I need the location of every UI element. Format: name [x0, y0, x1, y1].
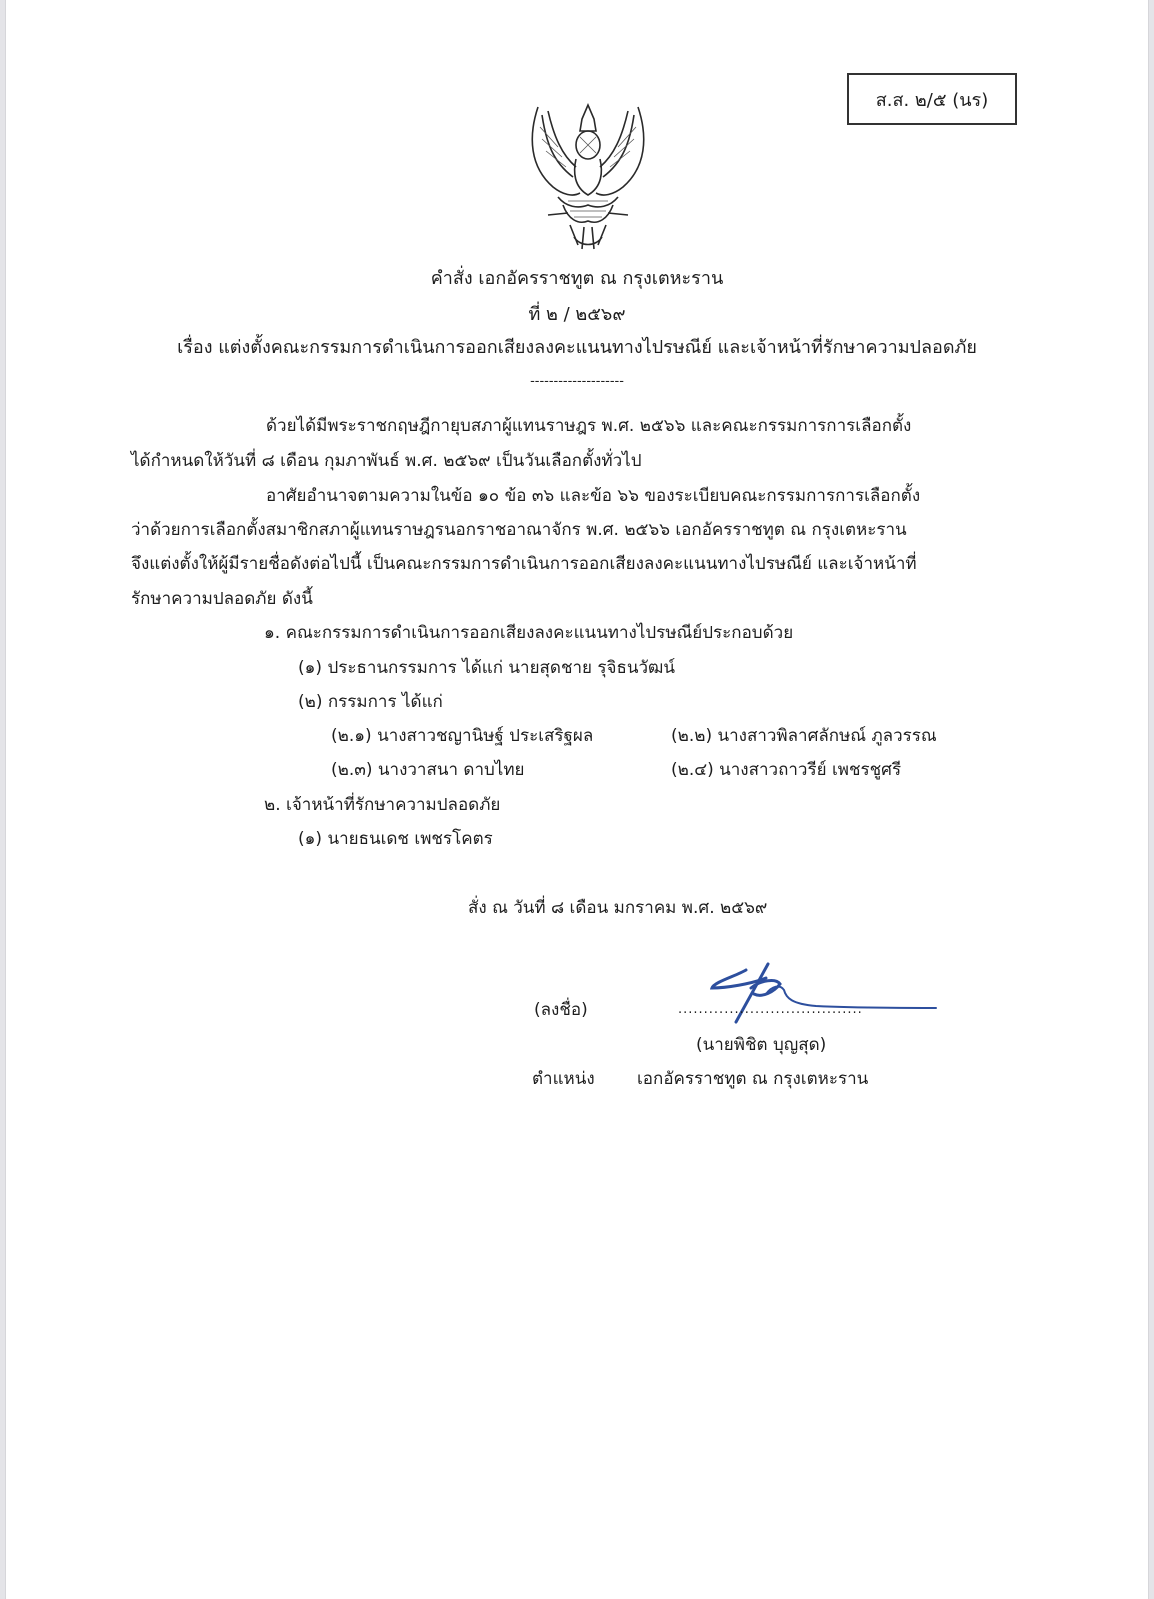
section-1-members-label: (๒) กรรมการ ได้แก่ [298, 692, 443, 712]
signature-line: .................................... [678, 1002, 863, 1017]
section-2-heading: ๒. เจ้าหน้าที่รักษาความปลอดภัย [264, 795, 501, 815]
order-title: คำสั่ง เอกอัครราชทูต ณ กรุงเตหะราน [430, 268, 724, 289]
document-page [5, 0, 1149, 1599]
member-2-3: (๒.๓) นางวาสนา ดาบไทย [331, 760, 525, 780]
order-date: สั่ง ณ วันที่ ๘ เดือน มกราคม พ.ศ. ๒๕๖๙ [468, 898, 768, 918]
sign-label: (ลงชื่อ) [534, 1000, 588, 1020]
body-paragraph-2-line-3: จึงแต่งตั้งให้ผู้มีรายชื่อดังต่อไปนี้ เป็นคณะกรรมการดำเนินการออกเสียงลงคะแนนทางไปรษณีย์ และเจ้าหน้าที่ [131, 554, 917, 574]
position-label: ตำแหน่ง [532, 1069, 595, 1089]
order-number: ที่ ๒ / ๒๕๖๙ [528, 304, 626, 325]
garuda-emblem-icon [518, 97, 658, 252]
security-officer: (๑) นายธนเดช เพชรโคตร [298, 829, 493, 849]
order-subject: เรื่อง แต่งตั้งคณะกรรมการดำเนินการออกเสียงลงคะแนนทางไปรษณีย์ และเจ้าหน้าที่รักษาความปลอดภัย [177, 337, 977, 358]
section-1-chair: (๑) ประธานกรรมการ ได้แก่ นายสุดชาย รุจิธนวัฒน์ [298, 658, 676, 678]
body-paragraph-2-line-4: รักษาความปลอดภัย ดังนี้ [131, 589, 313, 609]
body-paragraph-1-line-1: ด้วยได้มีพระราชกฤษฎีกายุบสภาผู้แทนราษฎร พ.ศ. ๒๕๖๖ และคณะกรรมการการเลือกตั้ง [266, 416, 912, 436]
body-paragraph-1-line-2: ได้กำหนดให้วันที่ ๘ เดือน กุมภาพันธ์ พ.ศ. ๒๕๖๙ เป็นวันเลือกตั้งทั่วไป [131, 451, 642, 471]
section-1-heading: ๑. คณะกรรมการดำเนินการออกเสียงลงคะแนนทางไปรษณีย์ประกอบด้วย [264, 623, 794, 643]
member-2-1: (๒.๑) นางสาวชญานิษฐ์ ประเสริฐผล [331, 726, 594, 746]
body-paragraph-2-line-1: อาศัยอำนาจตามความในข้อ ๑๐ ข้อ ๓๖ และข้อ ๖๖ ของระเบียบคณะกรรมการการเลือกตั้ง [266, 486, 921, 506]
document-code: ส.ส. ๒/๕ (นร) [875, 89, 989, 111]
body-paragraph-2-line-2: ว่าด้วยการเลือกตั้งสมาชิกสภาผู้แทนราษฎรนอกราชอาณาจักร พ.ศ. ๒๕๖๖ เอกอัครราชทูต ณ กรุงเตหะราน [131, 520, 907, 540]
signer-name: (นายพิชิต บุญสุด) [696, 1035, 827, 1055]
member-2-4: (๒.๔) นางสาวถาวรีย์ เพชรชูศรี [671, 760, 902, 780]
member-2-2: (๒.๒) นางสาวพิลาศลักษณ์ ภูลวรรณ [671, 726, 937, 746]
position-value: เอกอัครราชทูต ณ กรุงเตหะราน [637, 1069, 869, 1089]
heading-separator: -------------------- [530, 374, 624, 389]
document-code-box [847, 73, 1017, 125]
